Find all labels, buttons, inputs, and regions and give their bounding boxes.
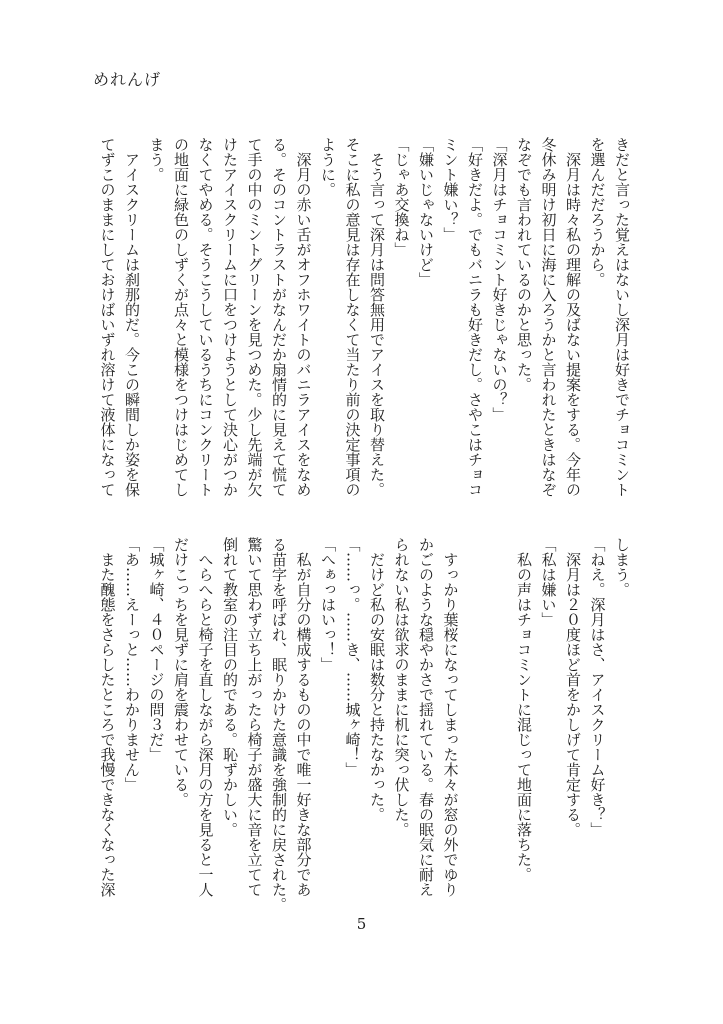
text-line: ように。 <box>319 137 337 197</box>
text-line: 「深月はチョコミント好きじゃないの？」 <box>490 137 509 422</box>
text-line: てずこのままにしておけばいずれ溶けて液体になって <box>98 137 117 497</box>
text-line: なぞでも言われているのかと思った。 <box>515 137 533 392</box>
text-line: 深月は時々私の理解の及ばない提案をする。今年の <box>564 137 582 497</box>
scene-break-blank-line <box>463 537 488 917</box>
text-line: 「あ……えーっと……わかりません」 <box>123 537 141 792</box>
text-line: そう言って深月は問答無用でアイスを取り替えた。 <box>368 137 386 497</box>
text-line: ミント嫌い？」 <box>441 137 460 242</box>
text-line: の地面に緑色のしずくが点々と模様をつけはじめてし <box>172 137 190 497</box>
text-line: けたアイスクリームに口をつけようとして決心がつか <box>221 137 239 497</box>
text-line: を選んだだろうから。 <box>588 137 607 287</box>
text-line: 驚いて思わず立ち上がったら椅子が盛大に音を立てて <box>245 537 264 897</box>
text-line: られない私は欲求のままに机に突っ伏した。 <box>392 537 411 837</box>
text-line: 「嫌いじゃないけど」 <box>417 137 435 287</box>
text-line: 冬休み明け初日に海に入ろうかと言われたときはなぞ <box>539 137 558 497</box>
text-line: 「好きだよ。でもバニラも好きだし。さやこはチョコ <box>466 137 484 497</box>
text-line: まう。 <box>147 137 166 182</box>
text-line: 「私は嫌い」 <box>539 537 558 627</box>
text-block-top <box>95 137 634 517</box>
text-line: 深月の赤い舌がオフホワイトのバニラアイスをなめ <box>294 137 313 497</box>
text-line: る。そのコントラストがなんだか扇情的に見えて慌て <box>270 137 288 497</box>
text-line: て手の中のミントグリーンを見つめた。少し先端が欠 <box>245 137 264 497</box>
text-line: そこに私の意見は存在しなくて当たり前の決定事項の <box>343 137 362 497</box>
text-line: 私の声はチョコミントに混じって地面に落ちた。 <box>515 537 533 882</box>
text-line: へらへらと椅子を直しながら深月の方を見ると一人 <box>196 537 215 897</box>
text-line: すっかり葉桜になってしまった木々が窓の外でゆり <box>441 537 460 897</box>
text-line: 倒れて教室の注目の的である。恥ずかしい。 <box>221 537 239 837</box>
text-line: 「城ヶ崎、４０ページの問３だ」 <box>147 537 166 762</box>
text-line: 私が自分の構成するものの中で唯一好きな部分であ <box>294 537 313 897</box>
text-line: なくてやめる。そうこうしているうちにコンクリート <box>196 137 215 497</box>
text-line: 「ねえ。深月はさ、アイスクリーム好き？」 <box>588 537 607 837</box>
text-line: また醜態をさらしたところで我慢できなくなった深 <box>98 537 117 897</box>
text-line: 深月は２０度ほど首をかしげて肯定する。 <box>564 537 582 837</box>
text-line: だけこっちを見ずに肩を震わせている。 <box>172 537 190 807</box>
text-line: る苗字を呼ばれ、眠りかけた意識を強制的に戻された。 <box>270 537 288 912</box>
text-line: 「へぁっはいっ！」 <box>319 537 337 672</box>
running-head-title: めれんげ <box>93 70 162 89</box>
text-block-bottom <box>95 537 634 917</box>
text-line: かごのような穏やかさで揺れている。春の眠気に耐え <box>417 537 435 897</box>
page-number: 5 <box>356 915 367 933</box>
text-line: 「じゃあ交換ね」 <box>392 137 411 257</box>
text-line: しまう。 <box>613 537 631 597</box>
text-line: だけど私の安眠は数分と持たなかった。 <box>368 537 386 822</box>
text-line: 「……っ。……き、……城ヶ崎！」 <box>343 537 362 777</box>
scene-break-blank-line <box>487 537 512 917</box>
text-line: アイスクリームは刹那的だ。今この瞬間しか姿を保 <box>123 137 141 497</box>
text-line: きだと言った覚えはないし深月は好きでチョコミント <box>613 137 631 497</box>
